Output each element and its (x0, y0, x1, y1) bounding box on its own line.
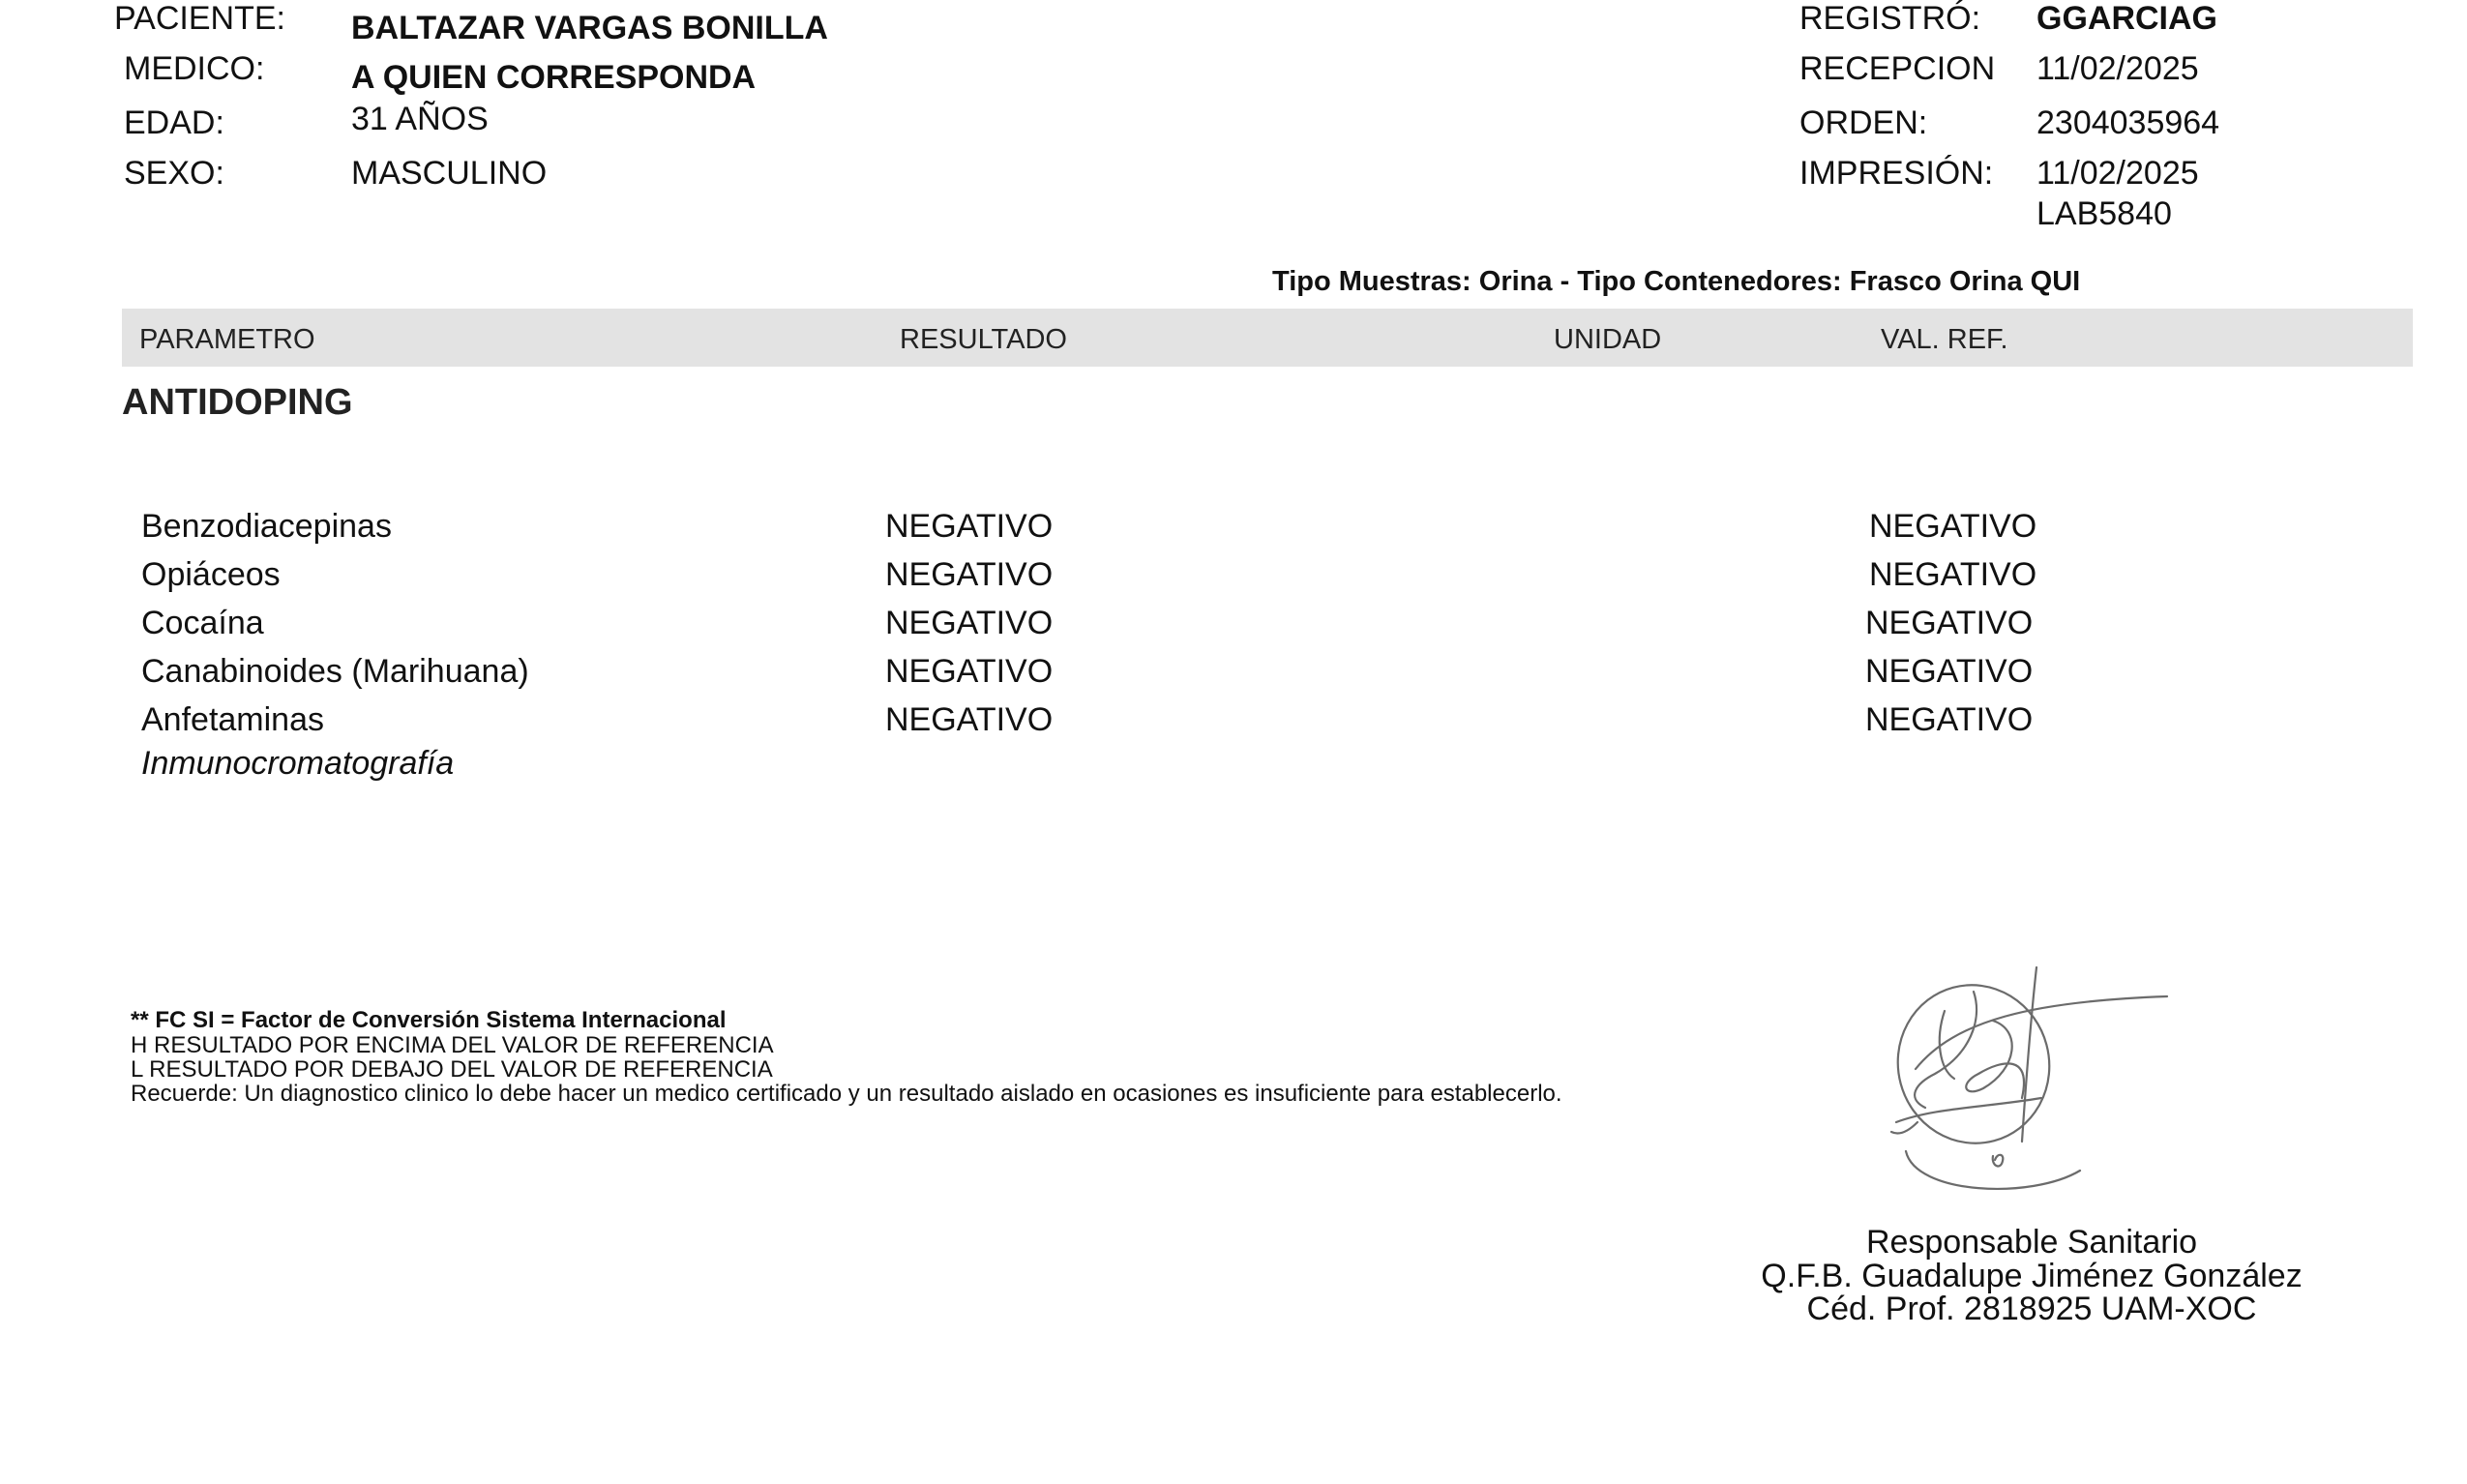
registro-value: GGARCIAG (2036, 0, 2217, 37)
sexo-label: SEXO: (124, 155, 224, 192)
edad-value: 31 AÑOS (351, 101, 489, 137)
lab-code: LAB5840 (2036, 195, 2172, 232)
handwritten-signature (1877, 963, 2186, 1214)
signature-license: Céd. Prof. 2818925 UAM-XOC (1806, 1291, 2257, 1327)
note-l: L RESULTADO POR DEBAJO DEL VALOR DE REFERENCIA (131, 1056, 773, 1083)
results-table-header (122, 309, 2413, 367)
note-h: H RESULTADO POR ENCIMA DEL VALOR DE REFERENCIA (131, 1032, 774, 1058)
method-label: Inmunocromatografía (141, 745, 455, 782)
row-parametro: Opiáceos (141, 556, 281, 593)
signature-role: Responsable Sanitario (1865, 1224, 2198, 1261)
edad-label: EDAD: (124, 104, 224, 141)
note-reminder: Recuerde: Un diagnostico clinico lo debe hacer un medico certificado y un resultado aislado en ocasiones es insuficiente para establecerlo. (131, 1081, 1562, 1107)
section-title: ANTIDOPING (122, 382, 353, 423)
paciente-value: BALTAZAR VARGAS BONILLA (351, 10, 828, 46)
row-parametro: Cocaína (141, 605, 264, 641)
sample-info: Tipo Muestras: Orina - Tipo Contenedores: Frasco Orina QUI (1272, 266, 2081, 297)
row-val-ref: NEGATIVO (1865, 701, 2034, 738)
registro-label: REGISTRÓ: (1799, 0, 1981, 37)
recepcion-value: 11/02/2025 (2036, 50, 2199, 87)
row-resultado: NEGATIVO (885, 701, 1054, 738)
row-val-ref: NEGATIVO (1869, 556, 2037, 593)
impresion-label: IMPRESIÓN: (1799, 155, 1994, 192)
row-val-ref: NEGATIVO (1865, 653, 2034, 690)
orden-label: ORDEN: (1799, 104, 1928, 141)
signature-name: Q.F.B. Guadalupe Jiménez González (1761, 1258, 2303, 1294)
row-resultado: NEGATIVO (885, 653, 1054, 690)
row-val-ref: NEGATIVO (1869, 508, 2037, 545)
note-fc-si: ** FC SI = Factor de Conversión Sistema Internacional (131, 1007, 727, 1033)
header-unidad: UNIDAD (1554, 324, 1662, 355)
sexo-value: MASCULINO (351, 155, 548, 192)
orden-value: 2304035964 (2036, 104, 2220, 141)
header-val-ref: VAL. REF. (1881, 324, 2008, 355)
row-parametro: Canabinoides (Marihuana) (141, 653, 529, 690)
paciente-label: PACIENTE: (114, 0, 285, 37)
recepcion-label: RECEPCION (1799, 50, 1996, 87)
row-parametro: Benzodiacepinas (141, 508, 392, 545)
header-resultado: RESULTADO (900, 324, 1067, 355)
impresion-value: 11/02/2025 (2036, 155, 2199, 192)
row-parametro: Anfetaminas (141, 701, 324, 738)
header-parametro: PARAMETRO (139, 324, 315, 355)
medico-value: A QUIEN CORRESPONDA (351, 59, 757, 96)
medico-label: MEDICO: (124, 50, 265, 87)
row-resultado: NEGATIVO (885, 605, 1054, 641)
row-val-ref: NEGATIVO (1865, 605, 2034, 641)
signature-image (1877, 963, 2186, 1214)
row-resultado: NEGATIVO (885, 508, 1054, 545)
row-resultado: NEGATIVO (885, 556, 1054, 593)
